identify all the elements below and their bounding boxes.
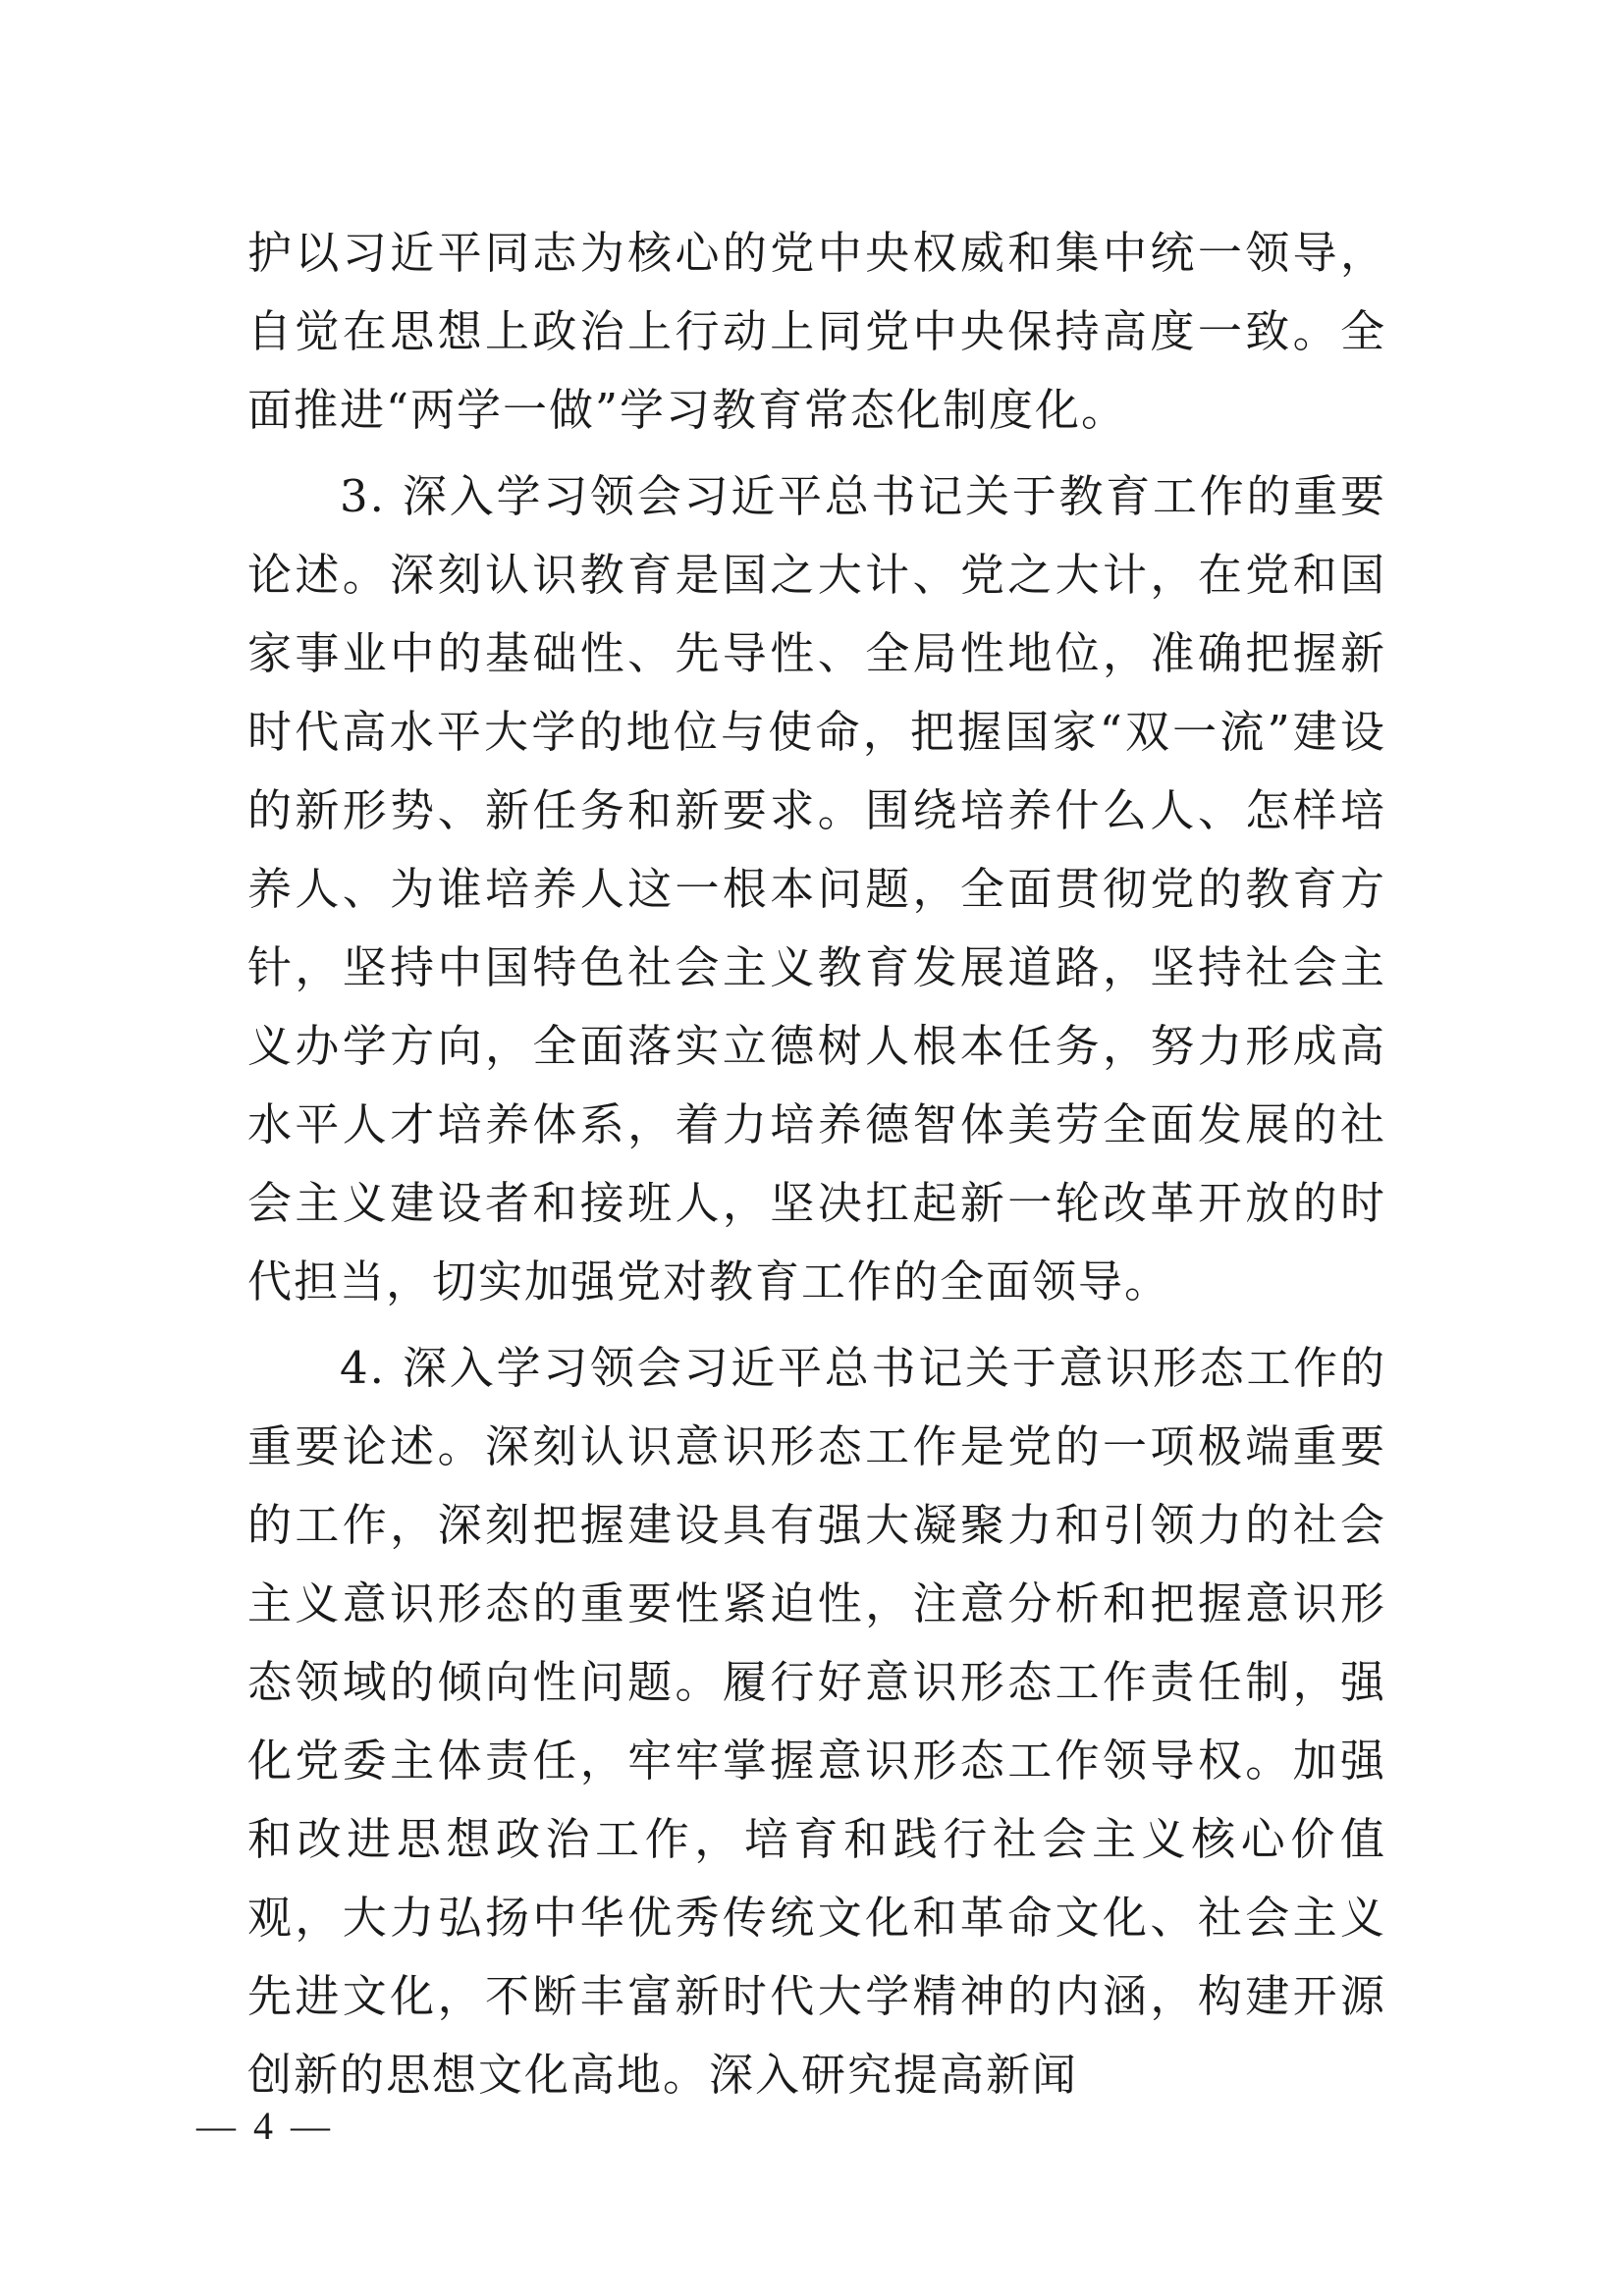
body-text xyxy=(247,214,1386,2114)
paragraph-continuation: 护以习近平同志为核心的党中央权威和集中统一领导，自觉在思想上政治上行动上同党中央保持高度一致。全面推进“两学一做”学习教育常态化制度化。 xyxy=(247,227,1386,436)
paragraph-item-4: 4. 深入学习领会习近平总书记关于意识形态工作的重要论述。深刻认识意识形态工作是党的一项极端重要的工作，深刻把握建设具有强大凝聚力和引领力的社会主义意识形态的重要性紧迫性，注意分析和把握意识形态领域的倾向性问题。履行好意识形态工作责任制，强化党委主体责任，牢牢掌握意识形态工作领导权。加强和改进思想政治工作，培育和践行社会主义核心价值观，大力弘扬中华优秀传统文化和革命文化、社会主义先进文化，不断丰富新时代大学精神的内涵，构建开源创新的思想文化高地。深入研究提高新闻 xyxy=(247,1342,1386,2101)
page-number: — 4 — xyxy=(196,2104,334,2148)
paragraph-item-3: 3. 深入学习领会习近平总书记关于教育工作的重要论述。深刻认识教育是国之大计、党之大计，在党和国家事业中的基础性、先导性、全局性地位，准确把握新时代高水平大学的地位与使命，把握国家“双一流”建设的新形势、新任务和新要求。围绕培养什么人、怎样培养人、为谁培养人这一根本问题，全面贯彻党的教育方针，坚持中国特色社会主义教育发展道路，坚持社会主义办学方向，全面落实立德树人根本任务，努力形成高水平人才培养体系，着力培养德智体美劳全面发展的社会主义建设者和接班人，坚决扛起新一轮改革开放的时代担当，切实加强党对教育工作的全面领导。 xyxy=(247,470,1386,1308)
